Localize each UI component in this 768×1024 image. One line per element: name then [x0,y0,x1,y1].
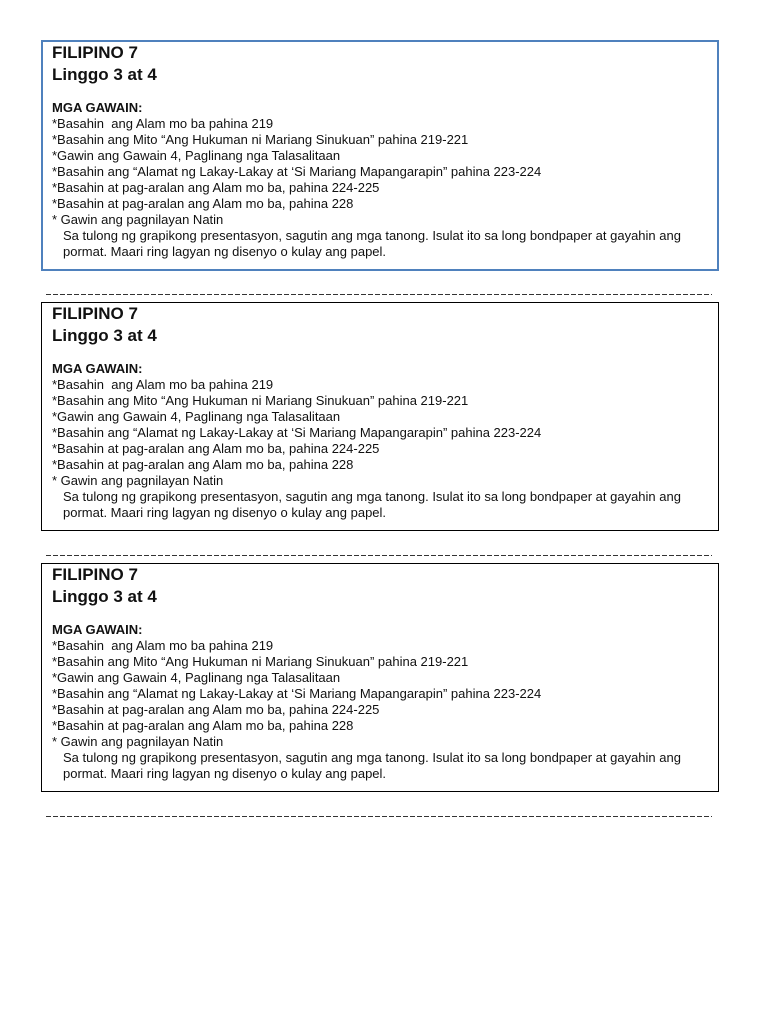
instruction-line: pormat. Maari ring lagyan ng disenyo o kulay ang papel. [63,505,387,520]
activity-item: *Basahin at pag-aralan ang Alam mo ba, pahina 224-225 [52,441,380,456]
card-title: FILIPINO 7 [52,304,138,323]
activity-item: *Basahin ang Mito “Ang Hukuman ni Mariang Sinukuan” pahina 219-221 [52,132,469,147]
activity-item: *Gawin ang Gawain 4, Paglinang nga Talasalitaan [52,148,341,163]
activity-item: *Basahin ang “Alamat ng Lakay-Lakay at ‘Si Mariang Mapangarapin” pahina 223-224 [52,164,542,179]
activity-card [41,563,719,792]
card-subtitle: Linggo 3 at 4 [52,587,157,606]
activities-heading: MGA GAWAIN: [52,622,143,637]
activity-item: *Basahin ang Alam mo ba pahina 219 [52,638,274,653]
instruction-line: Sa tulong ng grapikong presentasyon, sagutin ang mga tanong. Isulat ito sa long bondpaper at gayahin ang [63,228,681,243]
activity-item: *Basahin at pag-aralan ang Alam mo ba, pahina 228 [52,457,354,472]
activity-item: *Basahin at pag-aralan ang Alam mo ba, pahina 224-225 [52,702,380,717]
card-title: FILIPINO 7 [52,565,138,584]
cut-line [46,294,712,295]
card-subtitle: Linggo 3 at 4 [52,65,157,84]
activity-item: *Basahin ang Mito “Ang Hukuman ni Mariang Sinukuan” pahina 219-221 [52,393,469,408]
activity-item: * Gawin ang pagnilayan Natin [52,734,224,749]
activities-heading: MGA GAWAIN: [52,100,143,115]
instruction-line: pormat. Maari ring lagyan ng disenyo o kulay ang papel. [63,766,387,781]
activity-item: *Gawin ang Gawain 4, Paglinang nga Talasalitaan [52,670,341,685]
activity-card [41,40,719,271]
activity-item: *Basahin ang Mito “Ang Hukuman ni Mariang Sinukuan” pahina 219-221 [52,654,469,669]
activity-item: *Basahin at pag-aralan ang Alam mo ba, pahina 228 [52,196,354,211]
instruction-line: Sa tulong ng grapikong presentasyon, sagutin ang mga tanong. Isulat ito sa long bondpaper at gayahin ang [63,489,681,504]
activity-item: *Basahin ang “Alamat ng Lakay-Lakay at ‘Si Mariang Mapangarapin” pahina 223-224 [52,686,542,701]
activity-item: * Gawin ang pagnilayan Natin [52,212,224,227]
activity-item: *Basahin ang Alam mo ba pahina 219 [52,116,274,131]
activity-item: *Basahin at pag-aralan ang Alam mo ba, pahina 228 [52,718,354,733]
card-title: FILIPINO 7 [52,43,138,62]
activity-item: *Basahin ang Alam mo ba pahina 219 [52,377,274,392]
activities-heading: MGA GAWAIN: [52,361,143,376]
activity-card [41,302,719,531]
card-subtitle: Linggo 3 at 4 [52,326,157,345]
activity-item: *Basahin at pag-aralan ang Alam mo ba, pahina 224-225 [52,180,380,195]
instruction-line: pormat. Maari ring lagyan ng disenyo o kulay ang papel. [63,244,387,259]
cut-line [46,555,712,556]
cut-line [46,816,712,817]
activity-item: *Basahin ang “Alamat ng Lakay-Lakay at ‘Si Mariang Mapangarapin” pahina 223-224 [52,425,542,440]
activity-item: * Gawin ang pagnilayan Natin [52,473,224,488]
instruction-line: Sa tulong ng grapikong presentasyon, sagutin ang mga tanong. Isulat ito sa long bondpaper at gayahin ang [63,750,681,765]
activity-item: *Gawin ang Gawain 4, Paglinang nga Talasalitaan [52,409,341,424]
